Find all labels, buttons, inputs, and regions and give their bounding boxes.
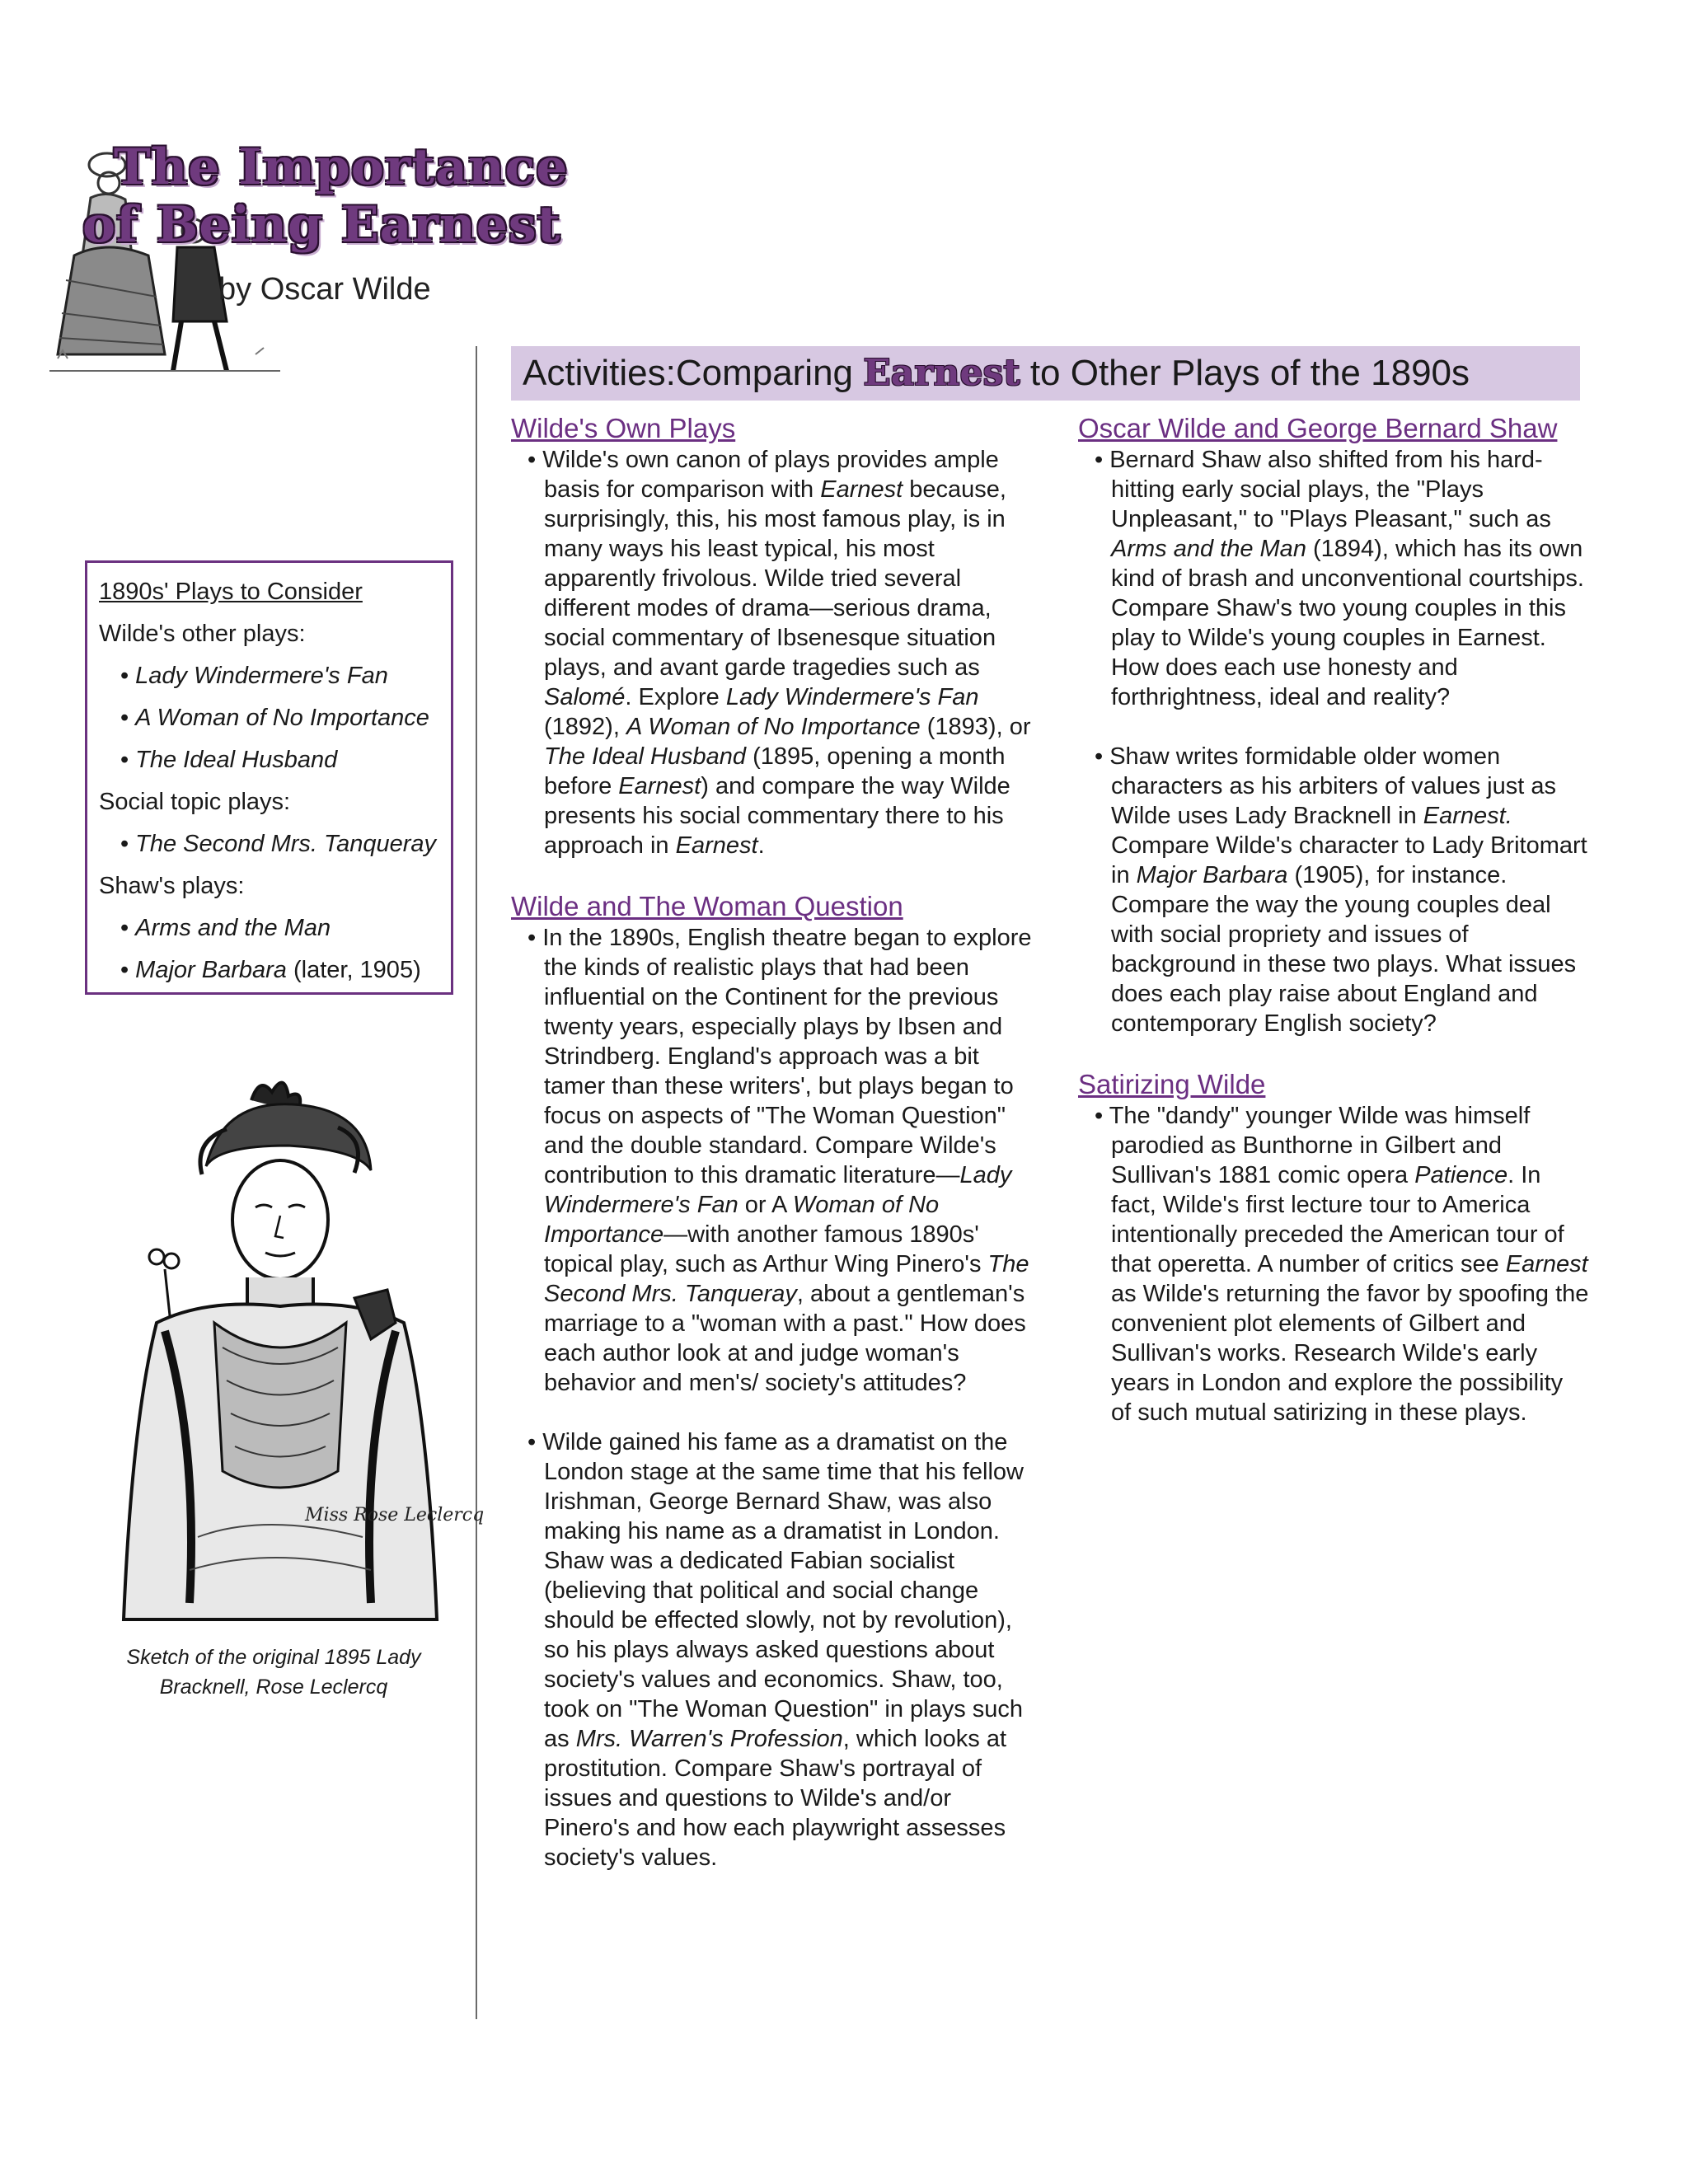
sidebar-item bbox=[99, 739, 439, 781]
text-run: , which looks at prostitution. Compare Shaw's portrayal of issues and questions to Wilde's and/or Pinero's and how each playwright assesses society's values. bbox=[544, 1726, 1007, 1871]
text-run: as Wilde's returning the favor by spoofing the convenient plot elements of Gilbert and Sullivan's works. Research Wilde's early years in London and explore the possibility of such mutual satirizing in these plays. bbox=[1111, 1281, 1589, 1426]
section-paragraph bbox=[511, 923, 1039, 1398]
banner-prefix: Activities:Comparing bbox=[523, 353, 854, 393]
sidebar-group-social: Social topic plays: bbox=[99, 789, 291, 815]
text-run-italic: The Ideal Husband bbox=[544, 743, 747, 770]
bullet: • bbox=[120, 663, 129, 689]
text-run: ) and compare the way Wilde presents his social commentary there to his approach in bbox=[544, 773, 1010, 859]
portrait-inscription: Miss Rose Leclercq bbox=[305, 1505, 485, 1526]
play-title: The Ideal Husband bbox=[135, 747, 338, 773]
title-line-1: The Importance bbox=[114, 138, 569, 196]
text-run: • Shaw writes formidable older women characters as his arbiters of values just as Wilde uses Lady Bracknell in bbox=[1095, 743, 1556, 829]
banner-suffix: to Other Plays of the 1890s bbox=[1029, 353, 1470, 393]
text-run-italic: Mrs. Warren's Profession bbox=[575, 1726, 843, 1752]
section-heading: Satirizing Wilde bbox=[1078, 1069, 1266, 1099]
sidebar-item bbox=[99, 823, 439, 865]
sidebar-item bbox=[99, 655, 439, 697]
text-run: (1895, opening a month before bbox=[544, 743, 1006, 799]
section-heading: Oscar Wilde and George Bernard Shaw bbox=[1078, 413, 1558, 443]
text-run-italic: Earnest bbox=[618, 773, 701, 799]
rose-leclercq-portrait-sketch bbox=[107, 1076, 485, 1644]
activities-banner bbox=[511, 346, 1580, 401]
text-run-italic: Earnest. bbox=[1423, 803, 1512, 829]
text-run: • The "dandy" younger Wilde was himself parodied as Bunthorne in Gilbert and Sullivan's 1881 comic opera bbox=[1095, 1103, 1531, 1188]
play-title: Arms and the Man bbox=[135, 915, 331, 941]
text-run: . In fact, Wilde's first lecture tour to America intentionally preceded the American tour of that operetta. A number of critics see bbox=[1111, 1162, 1564, 1277]
sidebar-title: 1890s' Plays to Consider bbox=[99, 579, 363, 605]
text-run-italic: A Woman of No Importance bbox=[626, 714, 921, 740]
text-run-italic: Earnest bbox=[820, 476, 903, 503]
text-run-italic: The Second Mrs. Tanqueray bbox=[544, 1251, 1029, 1307]
section-paragraph bbox=[1078, 445, 1589, 712]
section-paragraph bbox=[511, 445, 1039, 860]
sidebar-group-shaw: Shaw's plays: bbox=[99, 873, 245, 899]
text-run-italic: Salomé bbox=[544, 684, 626, 710]
play-title: Major Barbara bbox=[135, 957, 287, 983]
portrait-caption: Sketch of the original 1895 Lady Bracknell, Rose Leclercq bbox=[126, 1646, 421, 1699]
bullet: • bbox=[120, 831, 129, 857]
bullet: • bbox=[120, 747, 129, 773]
bullet: • bbox=[120, 915, 129, 941]
text-run: (1905), for instance. Compare the way the young couples deal with social propriety and issues of background in these two plays. What issues does each play raise about England and contemporary English society? bbox=[1111, 862, 1577, 1037]
text-run-italic: Patience bbox=[1414, 1162, 1508, 1188]
text-run: because, surprisingly, this, his most famous play, is in many ways his least typical, his most apparently frivolous. Wilde tried several different modes of drama—serious drama, social commentary of Ibsenesque situation plays, and avant garde tragedies such as bbox=[544, 476, 1006, 681]
title-logo bbox=[49, 132, 569, 379]
sidebar-item bbox=[99, 907, 439, 949]
column-divider bbox=[476, 346, 477, 2019]
text-run: . bbox=[757, 832, 765, 859]
sidebar-item bbox=[99, 949, 439, 991]
bullet: • bbox=[120, 705, 129, 731]
banner-earnest: Earnest bbox=[863, 352, 1020, 394]
section-paragraph bbox=[511, 1427, 1039, 1872]
sidebar-group-wilde: Wilde's other plays: bbox=[99, 621, 306, 647]
left-column bbox=[511, 412, 1039, 1872]
text-run: (1893), or bbox=[920, 714, 1031, 740]
text-run-italic: Earnest bbox=[1505, 1251, 1588, 1277]
text-run: • In the 1890s, English theatre began to explore the kinds of realistic plays that had been influential on the Continent for the previous twenty years, especially plays by Ibsen and Strindberg. England's approach was a bit tamer than these writers', but plays began to focus on aspects of "The Woman Question" and the double standard. Compare Wilde's contribution to this dramatic literature— bbox=[528, 925, 1032, 1188]
text-run: • Wilde's own canon of plays provides ample basis for comparison with bbox=[528, 447, 999, 503]
text-run-italic: Earnest bbox=[675, 832, 758, 859]
section-paragraph bbox=[1078, 742, 1589, 1038]
text-run-italic: Lady Windermere's Fan bbox=[725, 684, 979, 710]
section-heading: Wilde's Own Plays bbox=[511, 413, 736, 443]
text-run-italic: Arms and the Man bbox=[1111, 536, 1306, 562]
text-run: . Explore bbox=[625, 684, 726, 710]
sidebar-item bbox=[99, 697, 439, 739]
play-title: The Second Mrs. Tanqueray bbox=[135, 831, 437, 857]
play-title: A Woman of No Importance bbox=[135, 705, 429, 731]
text-run: or A bbox=[738, 1192, 793, 1218]
text-run-italic: Woman of No Importance bbox=[544, 1192, 940, 1248]
banner-heading bbox=[523, 346, 1580, 401]
text-run: • Wilde gained his fame as a dramatist on the London stage at the same time that his fellow Irishman, George Bernard Shaw, was also making his name as a dramatist in London. Shaw was a dedicated Fabian socialist (believing that political and social change should be effected slowly, not by revolution), so his plays always asked questions about society's values and economics. Shaw, too, took on "The Woman Question" in plays such as bbox=[528, 1429, 1024, 1752]
text-run: • Bernard Shaw also shifted from his hard-hitting early social plays, the "Plays Unpleasant," to "Plays Pleasant," such as bbox=[1095, 447, 1551, 532]
author-byline: by Oscar Wilde bbox=[218, 272, 431, 307]
text-run: (1892), bbox=[544, 714, 626, 740]
text-run: Compare Wilde's character to Lady Britomart in bbox=[1111, 832, 1587, 888]
play-year-note: (later, 1905) bbox=[293, 957, 421, 983]
text-run-italic: Lady Windermere's Fan bbox=[544, 1162, 1012, 1218]
section-heading: Wilde and The Woman Question bbox=[511, 891, 903, 921]
text-run-italic: Major Barbara bbox=[1136, 862, 1288, 888]
text-run: —with another famous 1890s' topical play, such as Arthur Wing Pinero's bbox=[544, 1221, 988, 1277]
bullet: • bbox=[120, 957, 129, 983]
text-run: (1894), which has its own kind of brash and unconventional courtships. Compare Shaw's two young couples in this play to Wilde's young couples in Earnest. How does each use honesty and forthrightness, ideal and reality? bbox=[1111, 536, 1584, 710]
text-run: , about a gentleman's marriage to a "woman with a past." How does each author look at and judge woman's behavior and men's/ society's attitudes? bbox=[544, 1281, 1026, 1396]
section-paragraph bbox=[1078, 1101, 1589, 1427]
right-column bbox=[1078, 412, 1589, 1427]
play-title: Lady Windermere's Fan bbox=[135, 663, 388, 689]
plays-to-consider-box bbox=[85, 560, 453, 995]
title-line-2: of Being Earnest bbox=[82, 196, 561, 254]
